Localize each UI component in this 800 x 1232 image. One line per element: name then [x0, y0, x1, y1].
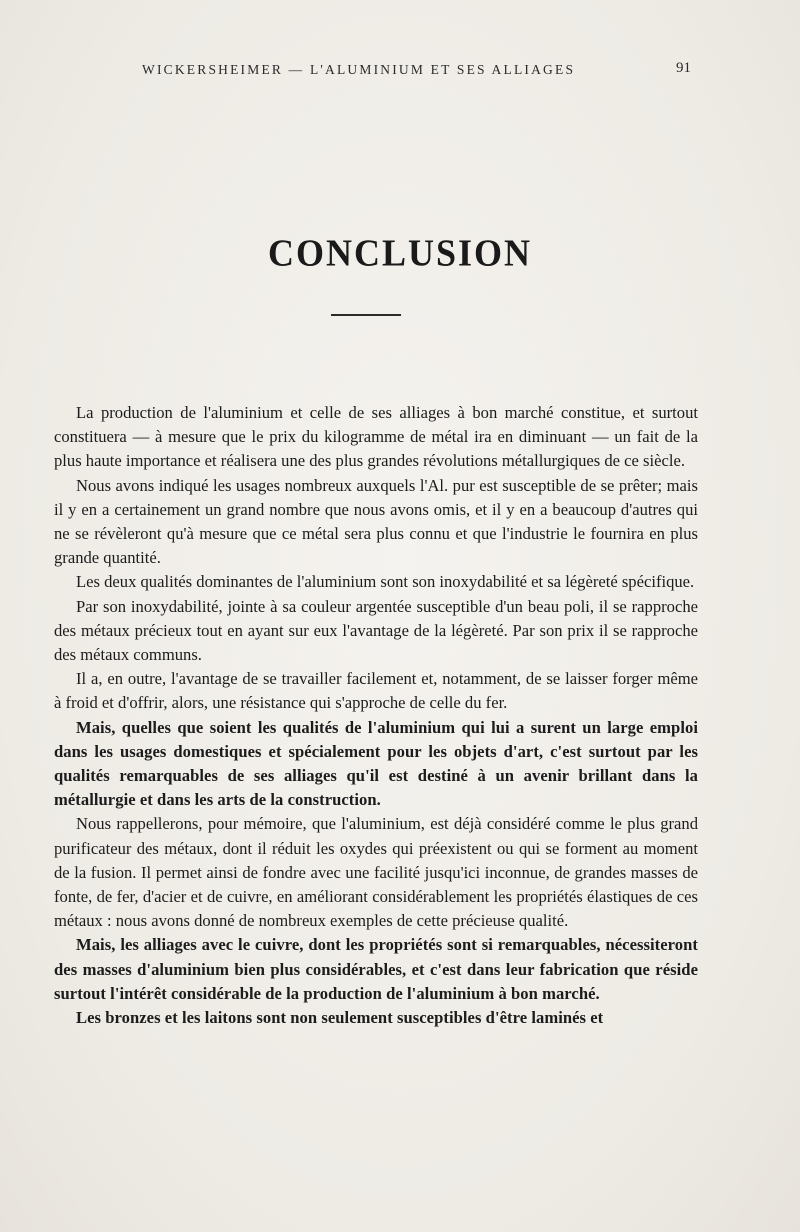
- paragraph-4: Par son inoxydabilité, jointe à sa couleur argentée susceptible d'un beau poli, il se rapproche des métaux précieux tout en ayant sur eux l'avantage de la légèreté. Par son prix il se rapproche des métaux communs.: [54, 596, 698, 665]
- paragraph-9: Les bronzes et les laitons sont non seulement susceptibles d'être laminés et: [76, 1008, 604, 1028]
- paragraph-3: Les deux qualités dominantes de l'aluminium sont son inoxydabilité et sa légèreté spécifique.: [76, 572, 695, 592]
- paragraph-7: Nous rappellerons, pour mémoire, que l'aluminium, est déjà considéré comme le plus grand purificateur des métaux, dont il réduit les oxydes qui préexistent ou qui se forment au moment de la fusion. Il permet ainsi de fondre avec une facilité jusqu'ici inconnue, de grandes masses de fonte, de fer, d'acier et de cuivre, en améliorant considérablement les propriétés élastiques de ces métaux : nous avons donné de nombreux exemples de cette précieuse qualité.: [54, 814, 698, 931]
- page-number: 91: [676, 60, 691, 76]
- paragraph-2: Nous avons indiqué les usages nombreux auxquels l'Al. pur est susceptible de se prêter; mais il y en a certainement un grand nombre que nous avons omis, et il y en a beaucoup d'autres qui ne se révèleront qu'à mesure que ce métal sera plus connu et que l'industrie le fournira en plus grande quantité.: [54, 475, 698, 568]
- chapter-title: CONCLUSION: [267, 231, 533, 275]
- title-rule: [331, 314, 401, 316]
- paragraph-8: Mais, les alliages avec le cuivre, dont les propriétés sont si remarquables, nécessiteront des masses d'aluminium bien plus considérables, et c'est dans leur fabrication que réside surtout l'intérêt considérable de la production de l'aluminium à bon marché.: [54, 935, 698, 1003]
- paragraph-6: Mais, quelles que soient les qualités de l'aluminium qui lui a surent un large emploi dans les usages domestiques et spécialement pour les objets d'art, c'est surtout par les qualités remarquables de ses alliages qu'il est destiné à un avenir brillant dans la métallurgie et dans les arts de la construction.: [54, 717, 698, 810]
- paragraph-5: Il a, en outre, l'avantage de se travailler facilement et, notamment, de se laisser forger même à froid et d'offrir, alors, une résistance qui s'approche de celle du fer.: [54, 669, 698, 713]
- running-header: WICKERSHEIMER — L'ALUMINIUM ET SES ALLIAGES: [142, 62, 576, 77]
- body-text: [54, 401, 698, 1030]
- paragraph-1: La production de l'aluminium et celle de ses alliages à bon marché constitue, et surtout constituera — à mesure que le prix du kilogramme de métal ira en diminuant — un fait de la plus haute importance et réalisera une des plus grandes révolutions métallurgiques de ce siècle.: [54, 403, 698, 471]
